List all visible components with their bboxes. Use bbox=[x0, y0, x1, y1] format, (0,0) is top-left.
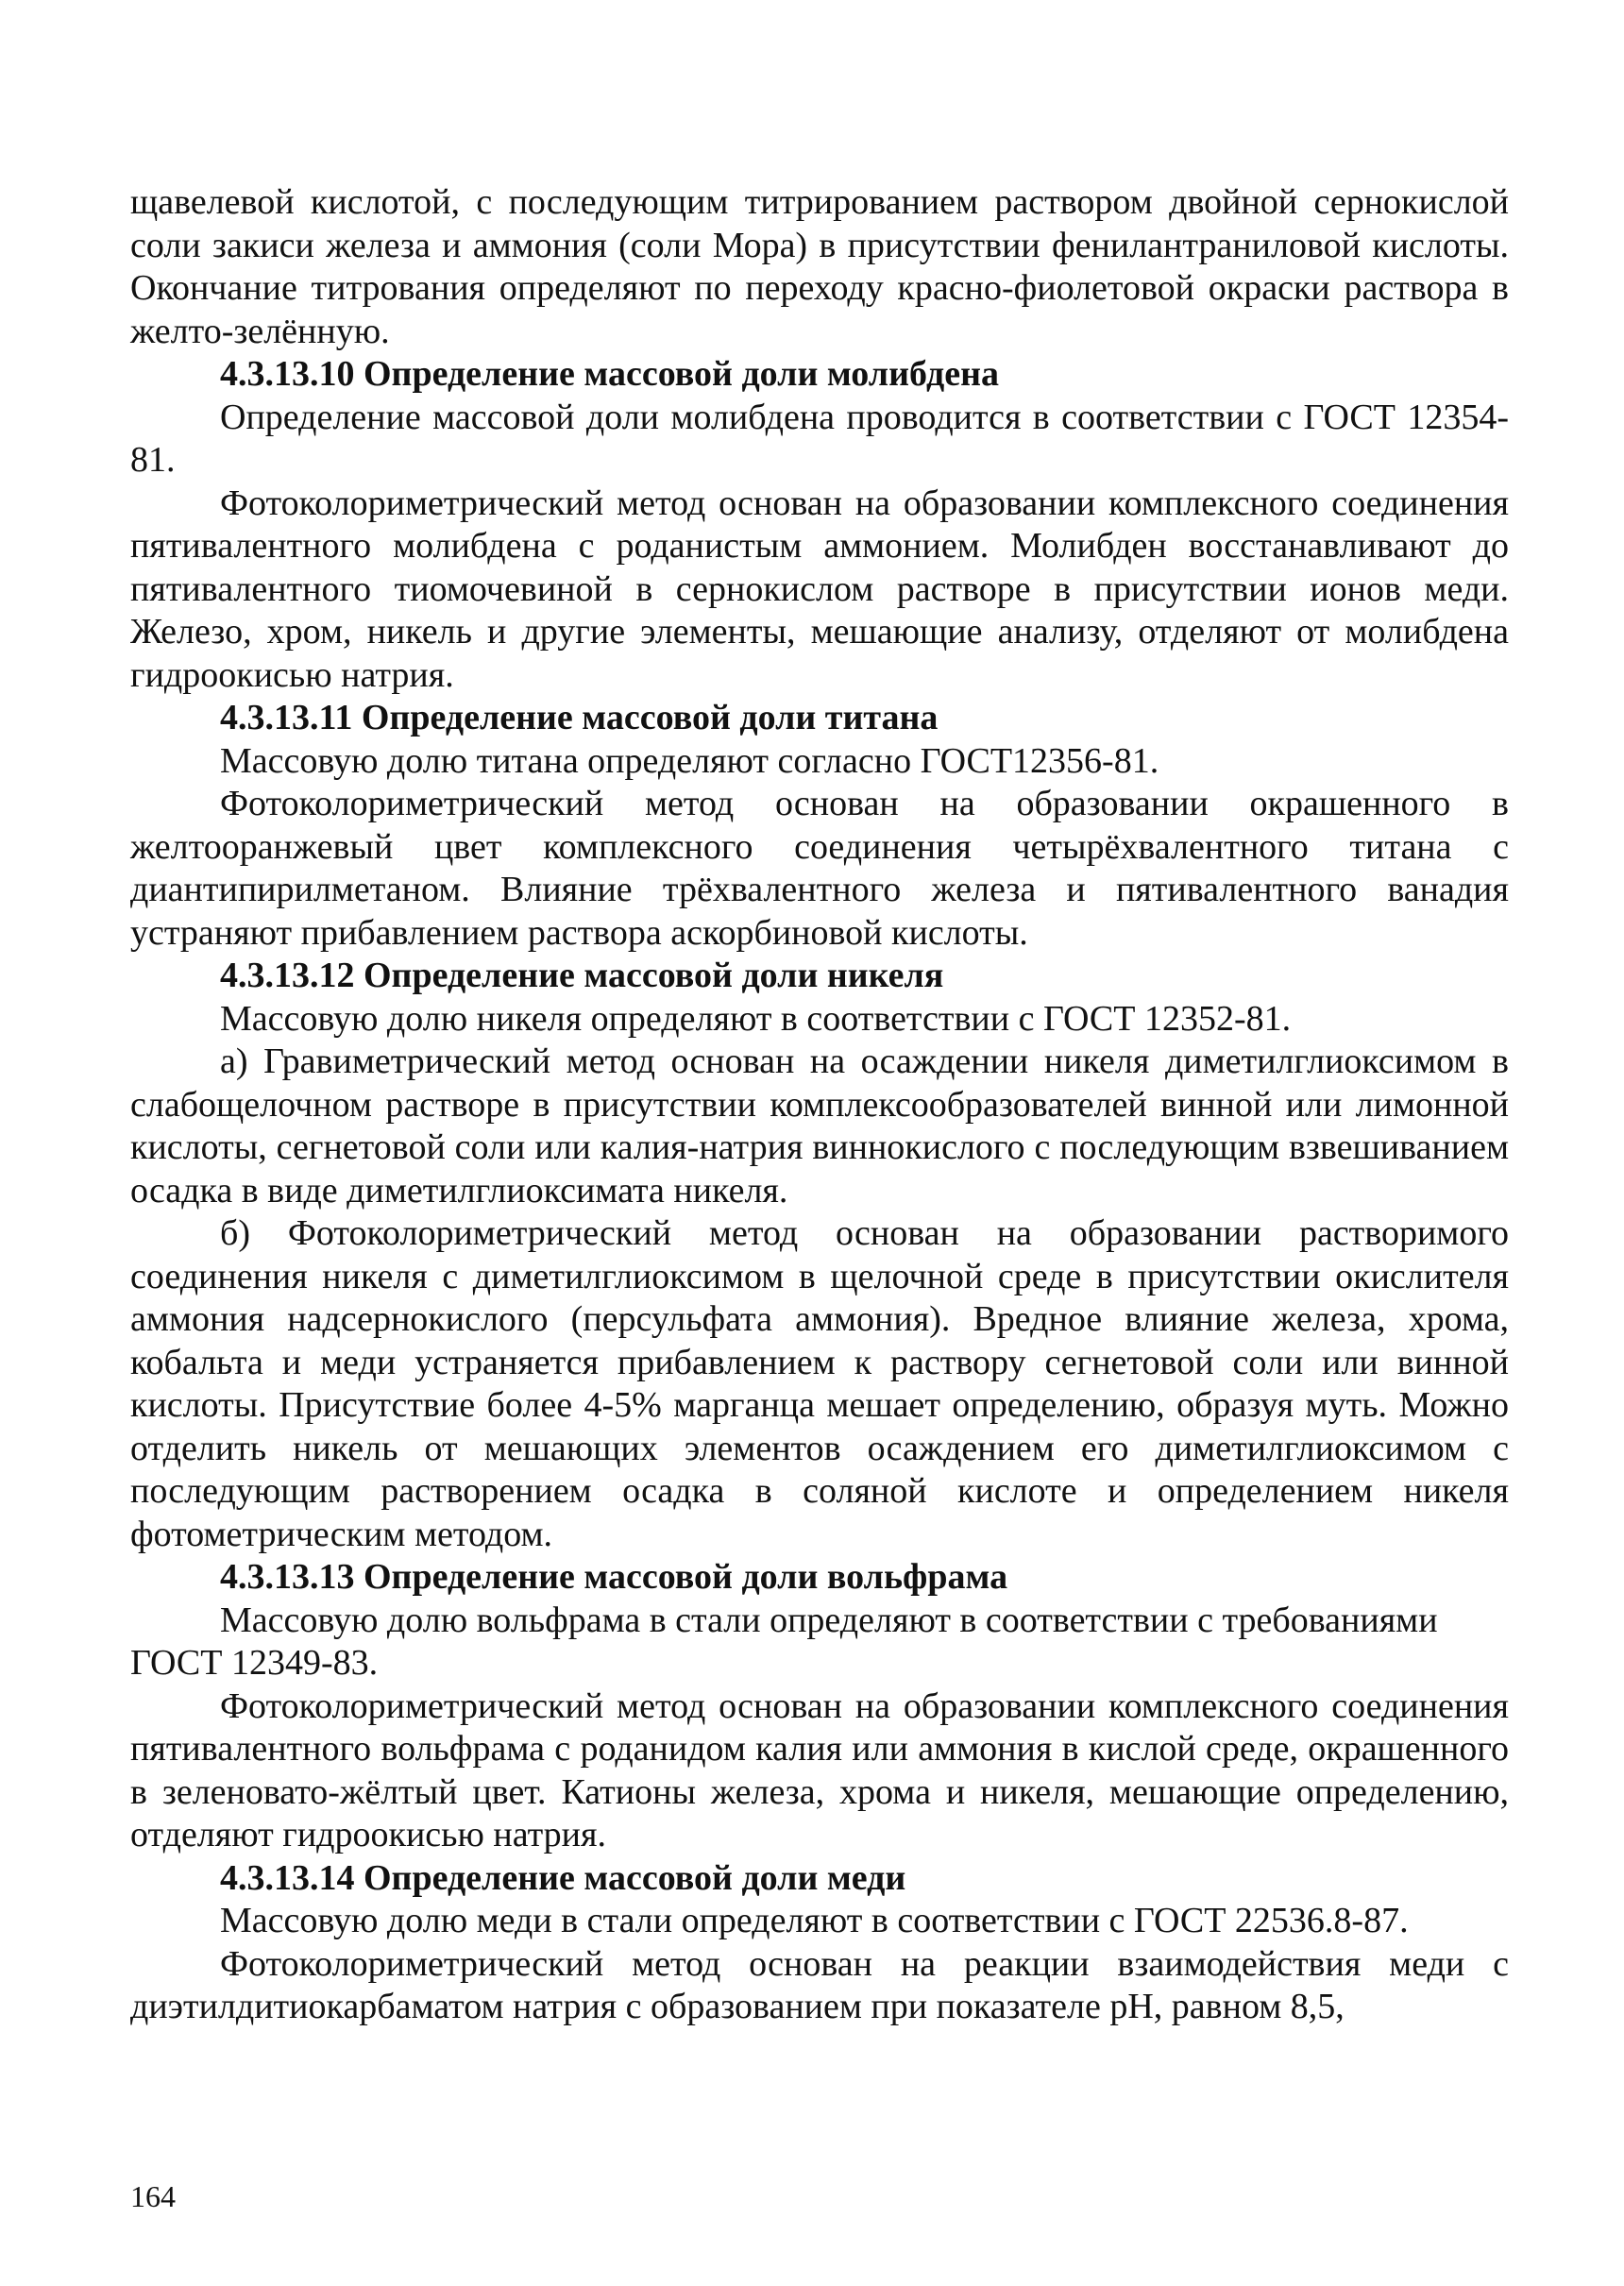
paragraph-item-b: б) Фотоколориметрический метод основан на образовании растворимого соединения никеля с диметилглиоксимом в щелочной среде в присутствии окислителя аммония надсернокислого (персульфата аммония). Вредное влияние железа, хрома, кобальта и меди устраняется прибавлением к раствору сегнетовой соли или винной кислоты. Присутствие более 4-5% марганца мешает определению, образуя муть. Можно отделить никель от мешающих элементов осаждением его диметилглиоксимом с последующим растворением осадка в соляной кислоте и определением никеля фотометрическим методом. bbox=[130, 1213, 1509, 1554]
page-number: 164 bbox=[130, 2179, 176, 2213]
paragraph: Определение массовой доли молибдена проводится в соответствии с ГОСТ 12354-81. bbox=[130, 397, 1509, 480]
paragraph-gost-ref: ГОСТ 12349-83. bbox=[130, 1643, 379, 1683]
paragraph: Массовую долю титана определяют согласно ГОСТ12356-81. bbox=[220, 740, 1159, 781]
paragraph: Массовую долю вольфрама в стали определяют в соответствии с требованиями bbox=[220, 1600, 1438, 1640]
paragraph: Фотоколориметрический метод основан на образовании комплексного соединения пятивалентного вольфрама с роданидом калия или аммония в кислой среде, окрашенного в зеленовато-жёлтый цвет. Катионы железа, хрома и никеля, мешающие определению, отделяют гидроокисью натрия. bbox=[130, 1685, 1509, 1854]
heading-molybdenum: 4.3.13.10 Определение массовой доли молибдена bbox=[220, 354, 1000, 394]
paragraph: Фотоколориметрический метод основан на реакции взаимодействия меди с диэтилдитиокарбаматом натрия с образованием при показателе pH, равном 8,5, bbox=[130, 1943, 1509, 2026]
document-body bbox=[130, 181, 1509, 2029]
heading-tungsten: 4.3.13.13 Определение массовой доли вольфрама bbox=[220, 1557, 1008, 1597]
paragraph-continuation: щавелевой кислотой, с последующим титрированием раствором двойной сернокислой соли закиси железа и аммония (соли Мора) в присутствии фенилантраниловой кислоты. Окончание титрования определяют по переходу красно-фиолетовой окраски раствора в желто-зелённую. bbox=[130, 182, 1509, 351]
paragraph: Массовую долю никеля определяют в соответствии с ГОСТ 12352-81. bbox=[220, 998, 1292, 1039]
heading-nickel: 4.3.13.12 Определение массовой доли никеля bbox=[220, 956, 944, 995]
paragraph: Массовую долю меди в стали определяют в соответствии с ГОСТ 22536.8-87. bbox=[220, 1901, 1409, 1940]
paragraph-item-a: а) Гравиметрический метод основан на осаждении никеля диметилглиоксимом в слабощелочном растворе в присутствии комплексообразователей винной или лимонной кислоты, сегнетовой соли или калия-натрия виннокислого с последующим взвешиванием осадка в виде диметилглиоксимата никеля. bbox=[130, 1041, 1509, 1211]
paragraph: Фотоколориметрический метод основан на образовании комплексного соединения пятивалентного молибдена с роданистым аммонием. Молибден восстанавливают до пятивалентного тиомочевиной в сернокислом растворе в присутствии ионов меди. Железо, хром, никель и другие элементы, мешающие анализу, отделяют от молибдена гидроокисью натрия. bbox=[130, 483, 1509, 695]
heading-copper: 4.3.13.14 Определение массовой доли меди bbox=[220, 1857, 906, 1898]
paragraph: Фотоколориметрический метод основан на образовании окрашенного в желтооранжевый цвет комплексного соединения четырёхвалентного титана с диантипирилметаном. Влияние трёхвалентного железа и пятивалентного ванадия устраняют прибавлением раствора аскорбиновой кислоты. bbox=[130, 784, 1509, 953]
heading-titanium: 4.3.13.11 Определение массовой доли титана bbox=[220, 698, 939, 737]
